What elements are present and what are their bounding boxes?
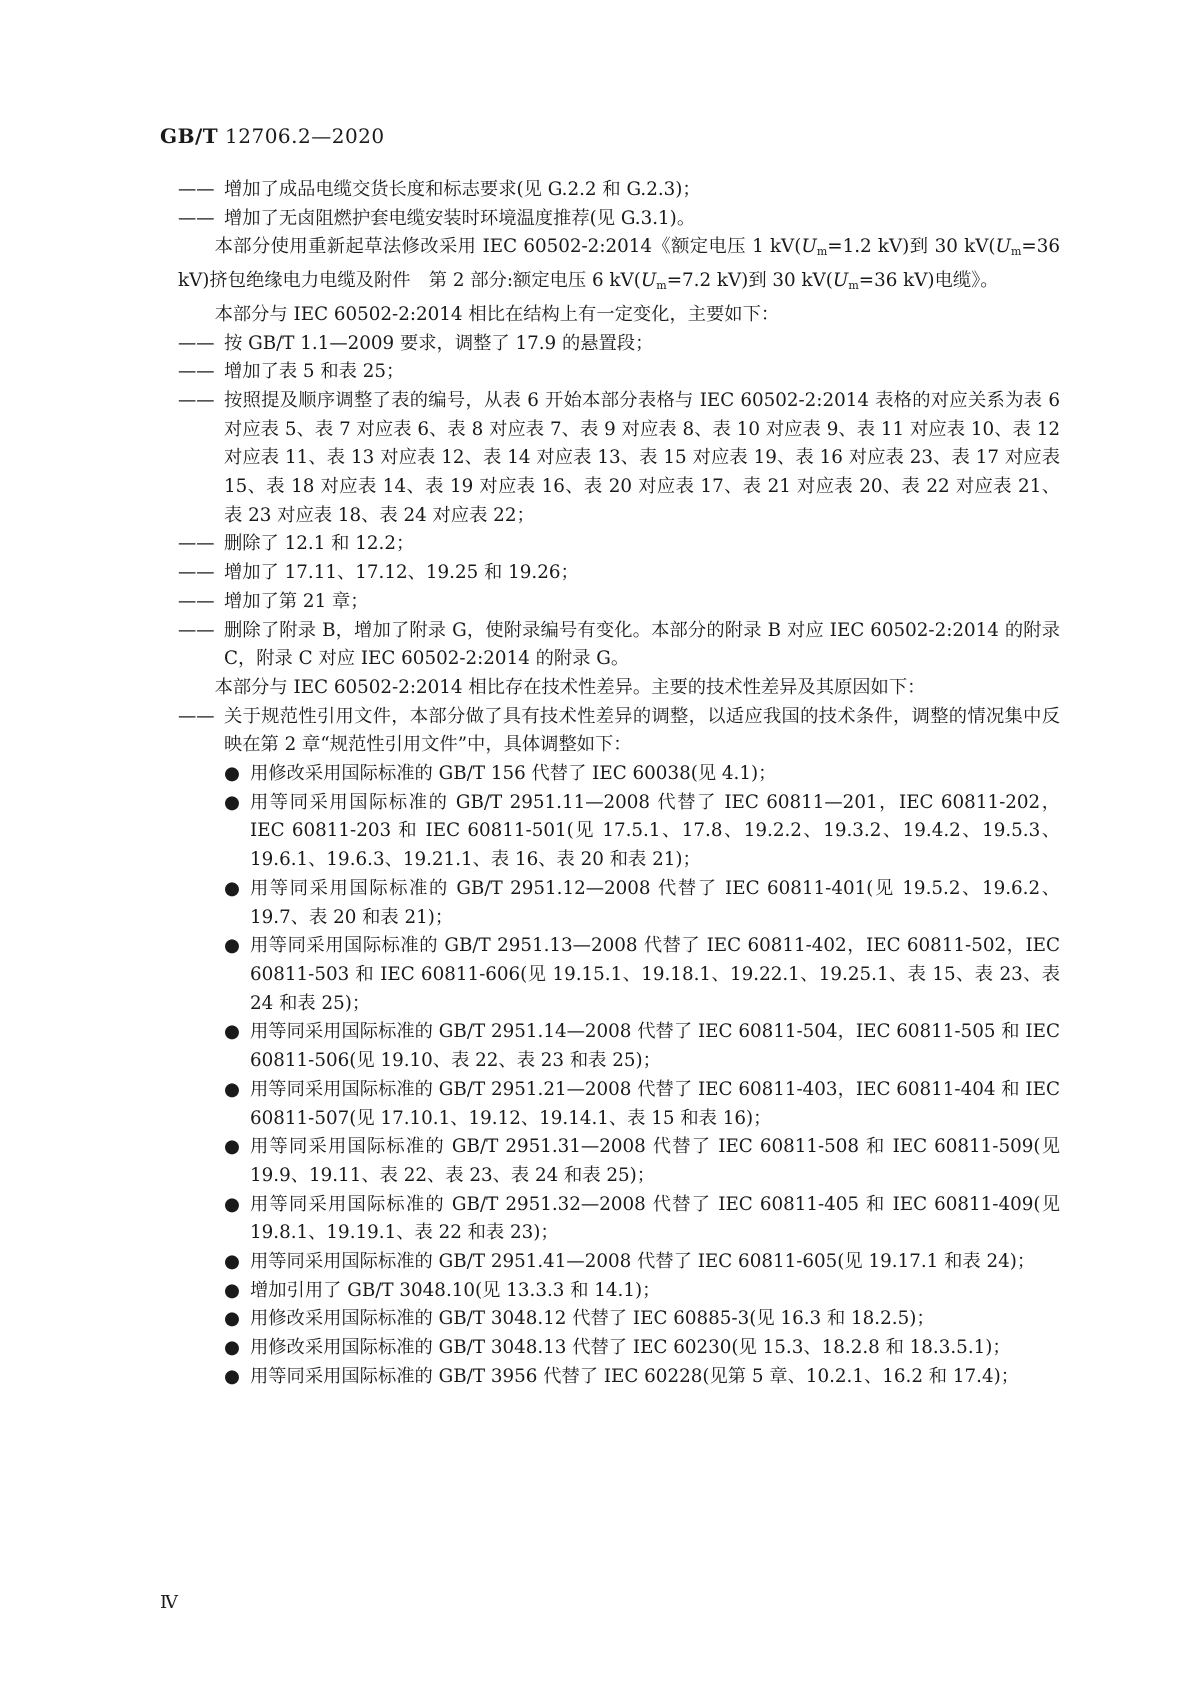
list-item: —— 增加了成品电缆交货长度和标志要求(见 G.2.2 和 G.2.3)； bbox=[178, 179, 701, 200]
bullet-item: ● 用等同采用国际标准的 GB/T 3956 代替了 IEC 60228(见第 5 章、10.2.1、16.2 和 17.4)； bbox=[178, 1363, 1060, 1392]
bullet-item: ● 用等同采用国际标准的 GB/T 2951.31—2008 代替了 IEC 60811-508 和 IEC 60811-509(见 19.9、19.11、表 22、表 23、表 24 和表 25)； bbox=[178, 1133, 1060, 1190]
standard-code: GB/T bbox=[160, 124, 219, 148]
bullet-icon: ● bbox=[224, 935, 240, 957]
bullet-icon: ● bbox=[224, 791, 240, 813]
bullet-item: ● 用等同采用国际标准的 GB/T 2951.41—2008 代替了 IEC 60811-605(见 19.17.1 和表 24)； bbox=[178, 1248, 1060, 1277]
bullet-item: ● 用等同采用国际标准的 GB/T 2951.13—2008 代替了 IEC 60811-402，IEC 60811-502，IEC 60811-503 和 IEC 60811-606(见 19.15.1、19.18.1、19.22.1、19.25.1、表 15、表 23、表 24 和表 25)； bbox=[178, 932, 1060, 1018]
list-item: —— 增加了表 5 和表 25； bbox=[178, 361, 405, 383]
bullet-item: ● 用等同采用国际标准的 GB/T 2951.11—2008 代替了 IEC 60811—201，IEC 60811-202，IEC 60811-203 和 IEC 60811-501(见 17.5.1、17.8、19.2.2、19.3.2、19.4.2、19.5.3、19.6.1、19.6.3、19.21.1、表 16、表 20 和表 21)； bbox=[178, 789, 1060, 875]
paragraph-structure: 本部分与 IEC 60502-2:2014 相比在结构上有一定变化，主要如下： bbox=[214, 303, 780, 325]
page-body bbox=[178, 176, 1060, 1392]
paragraph-technical-differences: 本部分与 IEC 60502-2:2014 相比存在技术性差异。主要的技术性差异及其原因如下： bbox=[214, 676, 926, 698]
list-item: —— 按照提及顺序调整了表的编号，从表 6 开始本部分表格与 IEC 60502-2:2014 表格的对应关系为表 6 对应表 5、表 7 对应表 6、表 8 对应表 7、表 9 对应表 8、表 10 对应表 9、表 11 对应表 10、表 12 对应表 11、表 13 对应表 12、表 14 对应表 13、表 15 对应表 19、表 16 对应表 23、表 17 对应表 15、表 18 对应表 14、表 19 对应表 16、表 20 对应表 17、表 21 对应表 20、表 22 对应表 21、表 23 对应表 18、表 24 对应表 22； bbox=[178, 389, 1060, 526]
bullet-icon: ● bbox=[224, 1365, 240, 1387]
list-item: —— 关于规范性引用文件，本部分做了具有技术性差异的调整，以适应我国的技术条件，调整的情况集中反映在第 2 章“规范性引用文件”中，具体调整如下： bbox=[178, 705, 1060, 756]
bullet-item: ● 用等同采用国际标准的 GB/T 2951.14—2008 代替了 IEC 60811-504，IEC 60811-505 和 IEC 60811-506(见 19.10、表 22、表 23 和表 25)； bbox=[178, 1018, 1060, 1075]
page-number: Ⅳ bbox=[160, 1592, 178, 1613]
bullet-item: ● 用修改采用国际标准的 GB/T 156 代替了 IEC 60038(见 4.1)； bbox=[178, 760, 1060, 789]
bullet-icon: ● bbox=[224, 1308, 240, 1330]
bullet-icon: ● bbox=[224, 1279, 240, 1301]
list-item: —— 按 GB/T 1.1—2009 要求，调整了 17.9 的悬置段； bbox=[178, 332, 654, 354]
bullet-icon: ● bbox=[224, 1337, 240, 1359]
bullet-icon: ● bbox=[224, 1193, 240, 1215]
bullet-icon: ● bbox=[224, 877, 240, 899]
standard-number: 12706.2—2020 bbox=[225, 124, 385, 148]
bullet-item: ● 用修改采用国际标准的 GB/T 3048.12 代替了 IEC 60885-3(见 16.3 和 18.2.5)； bbox=[178, 1305, 1060, 1334]
bullet-item: ● 用等同采用国际标准的 GB/T 2951.12—2008 代替了 IEC 60811-401(见 19.5.2、19.6.2、19.7、表 20 和表 21)； bbox=[178, 875, 1060, 932]
bullet-icon: ● bbox=[224, 1136, 240, 1158]
bullet-icon: ● bbox=[224, 763, 240, 785]
list-item: —— 删除了 12.1 和 12.2； bbox=[178, 533, 415, 555]
bullet-icon: ● bbox=[224, 1078, 240, 1100]
list-item: —— 增加了 17.11、17.12、19.25 和 19.26； bbox=[178, 562, 579, 584]
bullet-item: ● 增加引用了 GB/T 3048.10(见 13.3.3 和 14.1)； bbox=[178, 1277, 1060, 1306]
standard-header bbox=[160, 124, 385, 148]
bullet-icon: ● bbox=[224, 1021, 240, 1043]
bullet-icon: ● bbox=[224, 1251, 240, 1273]
list-item: —— 删除了附录 B，增加了附录 G，使附录编号有变化。本部分的附录 B 对应 IEC 60502-2:2014 的附录 C，附录 C 对应 IEC 60502-2:2014 的附录 G。 bbox=[178, 619, 1060, 670]
paragraph-adoption: 本部分使用重新起草法修改采用 IEC 60502-2:2014《额定电压 1 $kV(U_m=1.2$ kV)到 30 $kV(U_m=36$ kV)挤包绝缘电力电缆及附件 第 2 部分:额定电压 6 $kV(U_m=7.2$ kV)到 30 $kV(U_m=36$ kV)电缆》。 bbox=[178, 236, 1060, 293]
bullet-item: ● 用修改采用国际标准的 GB/T 3048.13 代替了 IEC 60230(见 15.3、18.2.8 和 18.3.5.1)； bbox=[178, 1334, 1060, 1363]
bullet-item: ● 用等同采用国际标准的 GB/T 2951.32—2008 代替了 IEC 60811-405 和 IEC 60811-409(见 19.8.1、19.19.1、表 22 和表 23)； bbox=[178, 1191, 1060, 1248]
bullet-item: ● 用等同采用国际标准的 GB/T 2951.21—2008 代替了 IEC 60811-403，IEC 60811-404 和 IEC 60811-507(见 17.10.1、19.12、19.14.1、表 15 和表 16)； bbox=[178, 1076, 1060, 1133]
list-item: —— 增加了第 21 章； bbox=[178, 590, 369, 612]
list-item: —— 增加了无卤阻燃护套电缆安装时环境温度推荐(见 G.3.1)。 bbox=[178, 207, 696, 229]
